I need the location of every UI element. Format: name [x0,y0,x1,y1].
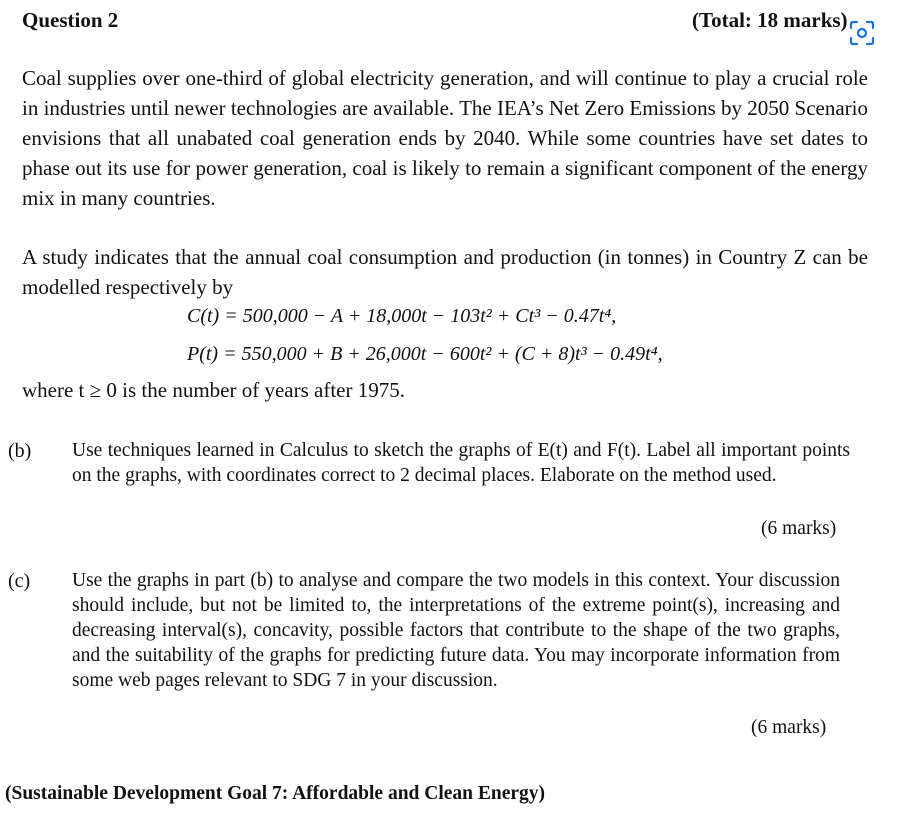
consumption-equation: C(t) = 500,000 − A + 18,000t − 103t² + Ct³ − 0.47t⁴, [187,305,617,327]
scan-text-icon[interactable] [849,20,875,46]
part-b-text: Use techniques learned in Calculus to sketch the graphs of E(t) and F(t). Label all important points on the graphs, with coordinates correct to 2 decimal places. Elaborate on the method used. [72,440,850,486]
total-marks: (Total: 18 marks) [692,8,848,32]
part-b-label: (b) [8,440,32,462]
where-statement: where t ≥ 0 is the number of years after 1975. [22,378,405,402]
intro-paragraph: Coal supplies over one-third of global electricity generation, and will continue to play a crucial role in industries until newer technologies are available. The IEA’s Net Zero Emissions by 2050 Scenario envisions that all unabated coal generation ends by 2040. While some countries have set dates to phase out its use for power generation, coal is likely to remain a significant component of the energy mix in many countries. [22,66,868,210]
part-c-marks: (6 marks) [751,717,827,738]
study-paragraph: A study indicates that the annual coal consumption and production (in tonnes) in Country Z can be modelled respectively by [22,245,868,299]
part-c-text: Use the graphs in part (b) to analyse and compare the two models in this context. Your discussion should include, but not be limited to, the interpretations of the extreme point(s), increasing and decreasing interval(s), concavity, possible factors that contribute to the shape of the two graphs, and the suitability of the graphs for predicting future data. You may incorporate information from some web pages relevant to SDG 7 in your discussion. [72,570,840,691]
sdg-footer: (Sustainable Development Goal 7: Affordable and Clean Energy) [5,783,546,804]
part-c-label: (c) [8,570,31,592]
production-equation: P(t) = 550,000 + B + 26,000t − 600t² + (C + 8)t³ − 0.49t⁴, [187,343,663,365]
part-b-marks: (6 marks) [761,518,837,539]
question-title: Question 2 [22,8,119,32]
